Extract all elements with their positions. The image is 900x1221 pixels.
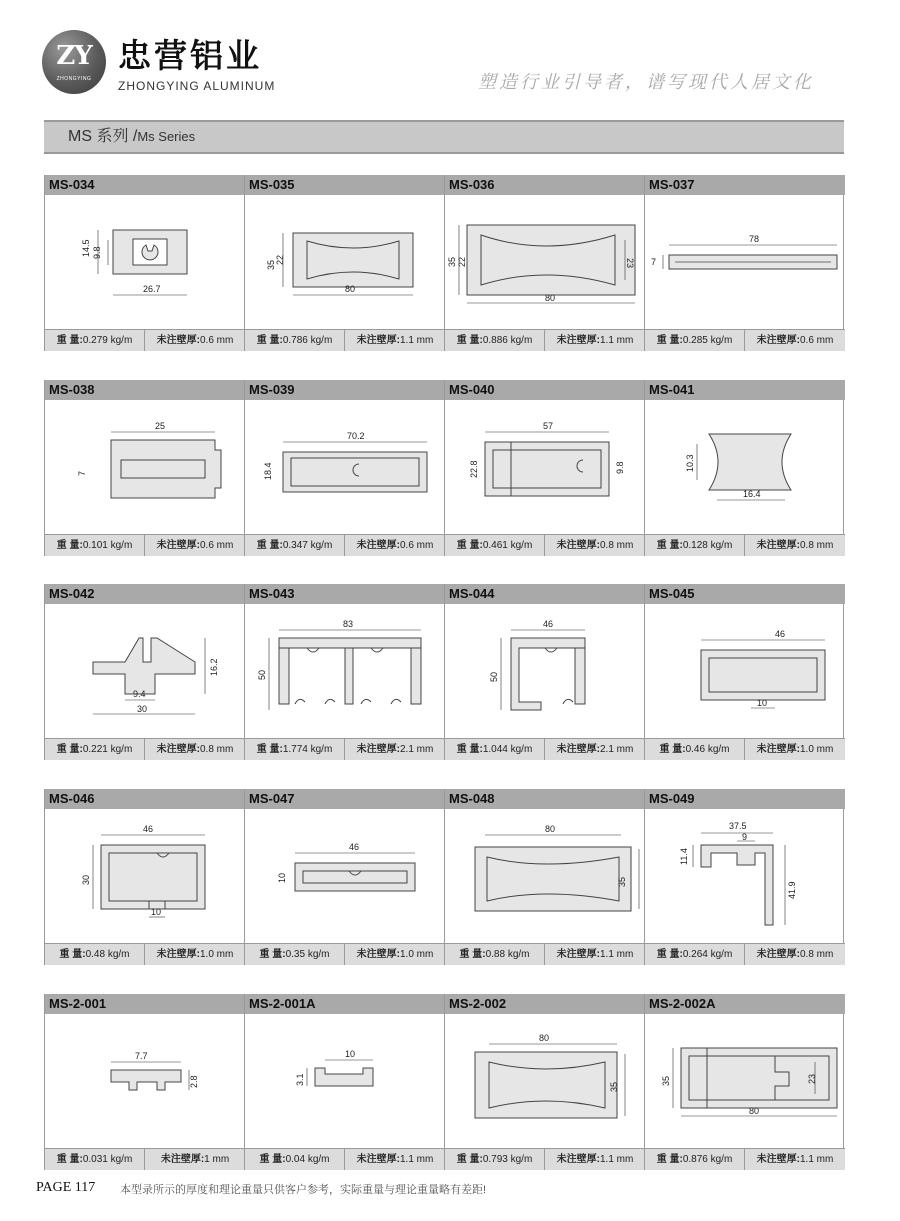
weight-label: 重 量: (656, 335, 683, 346)
profile-card (445, 789, 645, 965)
profile-card (245, 380, 445, 556)
thickness-label: 未注壁厚: (356, 949, 400, 960)
dim-label: 37.5 (729, 821, 747, 831)
weight-value: 0.128 kg/m (682, 540, 733, 551)
profile-code: MS-048 (445, 789, 644, 809)
dim-label: 41.9 (787, 881, 797, 899)
weight-value: 0.04 kg/m (285, 1154, 330, 1165)
dim-label: 7 (651, 257, 657, 267)
dim-label: 7.7 (135, 1051, 148, 1061)
profile-code: MS-040 (445, 380, 644, 400)
dim-label: 35 (661, 1075, 671, 1086)
profile-card (645, 994, 845, 1170)
profile-card (245, 789, 445, 965)
series-title-bar (44, 120, 844, 154)
profile-specs (45, 738, 244, 760)
profile-drawing (45, 809, 245, 942)
dim-label: 80 (539, 1033, 550, 1043)
thickness-value: 2.1 mm (600, 744, 634, 755)
profile-code: MS-2-001 (45, 994, 244, 1014)
thickness-label: 未注壁厚: (156, 949, 200, 960)
dim-label: 16.4 (743, 489, 761, 499)
thickness-value: 1.1 mm (800, 1154, 834, 1165)
slogan: 塑造行业引导者，谱写现代人居文化 (478, 72, 814, 93)
profile-drawing (645, 809, 845, 942)
profile-card (245, 175, 445, 351)
weight-value: 0.48 kg/m (85, 949, 130, 960)
profile-code: MS-037 (645, 175, 845, 195)
thickness-label: 未注壁厚: (156, 744, 200, 755)
profile-row (44, 380, 844, 556)
profile-specs (45, 329, 244, 351)
weight-value: 0.347 kg/m (282, 540, 333, 551)
dim-label: 46 (143, 824, 154, 834)
profile-specs (445, 329, 644, 351)
thickness-value: 2.1 mm (400, 744, 434, 755)
weight-value: 1.044 kg/m (482, 744, 533, 755)
dim-label: 7 (77, 470, 87, 476)
weight-value: 0.46 kg/m (685, 744, 730, 755)
weight-value: 1.774 kg/m (282, 744, 333, 755)
thickness-label: 未注壁厚: (356, 335, 400, 346)
thickness-label: 未注壁厚: (756, 744, 800, 755)
profile-drawing (445, 400, 645, 533)
dim-label: 23 (625, 258, 635, 269)
profile-drawing (245, 195, 445, 328)
dim-label: 35 (266, 259, 276, 270)
dim-label: 3.1 (295, 1073, 305, 1086)
weight-label: 重 量: (259, 949, 286, 960)
profile-card (645, 789, 845, 965)
profile-drawing (45, 195, 245, 328)
profile-card (645, 584, 845, 760)
dim-label: 9 (742, 832, 748, 842)
weight-label: 重 量: (459, 949, 486, 960)
dim-label: 25 (155, 421, 166, 431)
profile-specs (445, 943, 644, 965)
profile-specs (645, 534, 845, 556)
dim-label: 9.4 (133, 689, 146, 699)
profile-code: MS-2-002A (645, 994, 845, 1014)
weight-label: 重 量: (56, 335, 83, 346)
thickness-value: 0.8 mm (800, 949, 834, 960)
profile-drawing (245, 604, 445, 737)
profile-code: MS-044 (445, 584, 644, 604)
thickness-label: 未注壁厚: (556, 1154, 600, 1165)
dim-label: 26.7 (143, 284, 161, 294)
dim-label: 80 (545, 293, 556, 303)
weight-label: 重 量: (456, 1154, 483, 1165)
thickness-value: 0.8 mm (800, 540, 834, 551)
weight-label: 重 量: (656, 1154, 683, 1165)
profile-card (645, 380, 845, 556)
weight-label: 重 量: (656, 949, 683, 960)
dim-label: 9.8 (92, 246, 102, 259)
thickness-label: 未注壁厚: (156, 335, 200, 346)
thickness-value: 1.1 mm (400, 335, 434, 346)
thickness-value: 0.6 mm (200, 335, 234, 346)
profile-drawing (245, 400, 445, 533)
thickness-label: 未注壁厚: (156, 540, 200, 551)
profile-code: MS-035 (245, 175, 444, 195)
brand-logo (42, 30, 106, 94)
profile-card (445, 994, 645, 1170)
profile-card (445, 175, 645, 351)
weight-label: 重 量: (256, 335, 283, 346)
weight-value: 0.264 kg/m (682, 949, 733, 960)
weight-value: 0.031 kg/m (82, 1154, 133, 1165)
dim-label: 10 (151, 907, 162, 917)
weight-label: 重 量: (256, 744, 283, 755)
brand-name-en: ZHONGYING ALUMINUM (118, 79, 276, 93)
dim-label: 10 (757, 698, 768, 708)
weight-value: 0.101 kg/m (82, 540, 133, 551)
dim-label: 50 (257, 669, 267, 680)
profile-specs (45, 943, 244, 965)
profile-code: MS-036 (445, 175, 644, 195)
weight-value: 0.461 kg/m (482, 540, 533, 551)
dim-label: 18.4 (263, 462, 273, 480)
profile-code: MS-2-001A (245, 994, 444, 1014)
weight-label: 重 量: (656, 540, 683, 551)
thickness-value: 1.1 mm (600, 949, 634, 960)
thickness-label: 未注壁厚: (356, 540, 400, 551)
profile-specs (445, 534, 644, 556)
profile-code: MS-038 (45, 380, 244, 400)
dim-label: 35 (447, 256, 457, 267)
profile-drawing (645, 1014, 845, 1147)
profile-specs (245, 1148, 444, 1170)
thickness-value: 1.0 mm (200, 949, 234, 960)
dim-label: 22.8 (469, 460, 479, 478)
profile-code: MS-039 (245, 380, 444, 400)
weight-value: 0.35 kg/m (285, 949, 330, 960)
thickness-value: 1.0 mm (400, 949, 434, 960)
weight-label: 重 量: (456, 540, 483, 551)
thickness-value: 0.8 mm (200, 744, 234, 755)
profile-drawing (45, 604, 245, 737)
profile-row (44, 584, 844, 760)
thickness-value: 0.6 mm (400, 540, 434, 551)
thickness-value: 0.8 mm (600, 540, 634, 551)
profile-card (45, 584, 245, 760)
dim-label: 30 (81, 874, 91, 885)
thickness-label: 未注壁厚: (556, 540, 600, 551)
profile-card (45, 175, 245, 351)
profile-card (645, 175, 845, 351)
dim-label: 10 (345, 1049, 356, 1059)
profile-drawing (445, 195, 645, 328)
profile-specs (645, 943, 845, 965)
dim-label: 23 (807, 1073, 817, 1084)
profile-drawing (645, 195, 845, 328)
series-title: MS 系列 / (68, 128, 138, 145)
thickness-label: 未注壁厚: (756, 1154, 800, 1165)
dim-label: 35 (617, 876, 627, 887)
weight-label: 重 量: (659, 744, 686, 755)
profile-drawing (645, 604, 845, 737)
profile-drawing (645, 400, 845, 533)
dim-label: 22 (275, 254, 285, 265)
dim-label: 10 (277, 872, 287, 883)
thickness-value: 1.1 mm (600, 1154, 634, 1165)
profile-specs (45, 534, 244, 556)
profile-specs (445, 1148, 644, 1170)
profile-specs (245, 738, 444, 760)
weight-value: 0.285 kg/m (682, 335, 733, 346)
profile-drawing (45, 1014, 245, 1147)
page-header (0, 0, 900, 110)
profile-drawing (445, 1014, 645, 1147)
profile-specs (445, 738, 644, 760)
dim-label: 22 (457, 256, 467, 267)
dim-label: 46 (349, 842, 360, 852)
profile-card (45, 994, 245, 1170)
profile-code: MS-045 (645, 584, 845, 604)
profile-specs (245, 329, 444, 351)
weight-label: 重 量: (59, 949, 86, 960)
thickness-label: 未注壁厚: (556, 744, 600, 755)
thickness-value: 1.1 mm (600, 335, 634, 346)
profile-drawing (445, 604, 645, 737)
weight-value: 0.876 kg/m (682, 1154, 733, 1165)
thickness-value: 1.0 mm (800, 744, 834, 755)
profile-code: MS-043 (245, 584, 444, 604)
profile-row (44, 994, 844, 1170)
weight-value: 0.793 kg/m (482, 1154, 533, 1165)
dim-label: 30 (137, 704, 148, 714)
profile-drawing (445, 809, 645, 942)
brand-name-cn: 忠营铝业 (118, 36, 262, 75)
profile-drawing (45, 400, 245, 533)
profile-row (44, 175, 844, 351)
thickness-label: 未注壁厚: (756, 949, 800, 960)
weight-label: 重 量: (56, 540, 83, 551)
profile-specs (245, 943, 444, 965)
disclaimer: 本型录所示的厚度和理论重量只供客户参考，实际重量与理论重量略有差距! (120, 1184, 487, 1196)
dim-label: 11.4 (679, 848, 689, 865)
profile-specs (245, 534, 444, 556)
profile-specs (645, 738, 845, 760)
weight-value: 0.279 kg/m (82, 335, 133, 346)
weight-value: 0.786 kg/m (282, 335, 333, 346)
thickness-value: 0.6 mm (200, 540, 234, 551)
weight-label: 重 量: (56, 744, 83, 755)
weight-label: 重 量: (456, 335, 483, 346)
series-subtitle: Ms Series (137, 129, 196, 144)
profile-row (44, 789, 844, 965)
weight-value: 0.221 kg/m (82, 744, 133, 755)
dim-label: 78 (749, 234, 760, 244)
thickness-label: 未注壁厚: (160, 1154, 205, 1165)
profile-code: MS-042 (45, 584, 244, 604)
profile-code: MS-049 (645, 789, 845, 809)
logo-monogram: ZY (56, 41, 92, 71)
profile-card (445, 380, 645, 556)
dim-label: 35 (609, 1081, 619, 1092)
dim-label: 46 (543, 619, 554, 629)
weight-value: 0.886 kg/m (482, 335, 533, 346)
profile-card (45, 380, 245, 556)
thickness-label: 未注壁厚: (356, 1154, 400, 1165)
dim-label: 46 (775, 629, 786, 639)
profile-specs (45, 1148, 244, 1170)
page-number: PAGE 117 (36, 1180, 96, 1195)
dim-label: 83 (343, 619, 354, 629)
profile-drawing (245, 1014, 445, 1147)
profile-card (245, 994, 445, 1170)
thickness-label: 未注壁厚: (556, 335, 600, 346)
dim-label: 50 (489, 671, 499, 682)
profile-card (445, 584, 645, 760)
dim-label: 2.8 (189, 1075, 199, 1088)
profile-code: MS-041 (645, 380, 845, 400)
profile-code: MS-046 (45, 789, 244, 809)
page-footer (36, 1180, 866, 1200)
profile-card (45, 789, 245, 965)
profile-specs (645, 1148, 845, 1170)
profile-code: MS-2-002 (445, 994, 644, 1014)
profile-code: MS-034 (45, 175, 244, 195)
logo-small-text: ZHONGYING (56, 76, 92, 82)
dim-label: 80 (545, 824, 556, 834)
thickness-value: 1.1 mm (400, 1154, 434, 1165)
weight-label: 重 量: (456, 744, 483, 755)
profile-specs (645, 329, 845, 351)
weight-label: 重 量: (256, 540, 283, 551)
profile-code: MS-047 (245, 789, 444, 809)
dim-label: 80 (345, 284, 356, 294)
thickness-value: 0.6 mm (800, 335, 834, 346)
dim-label: 16.2 (209, 658, 219, 676)
dim-label: 70.2 (347, 431, 365, 441)
profile-drawing (245, 809, 445, 942)
thickness-label: 未注壁厚: (756, 335, 800, 346)
thickness-value: 1 mm (204, 1154, 230, 1165)
weight-label: 重 量: (259, 1154, 286, 1165)
weight-label: 重 量: (56, 1154, 83, 1165)
dim-label: 80 (749, 1106, 760, 1116)
thickness-label: 未注壁厚: (356, 744, 400, 755)
dim-label: 9.8 (615, 461, 625, 474)
dim-label: 14.5 (81, 239, 91, 257)
thickness-label: 未注壁厚: (556, 949, 600, 960)
profile-card (245, 584, 445, 760)
thickness-label: 未注壁厚: (756, 540, 800, 551)
weight-value: 0.88 kg/m (485, 949, 530, 960)
dim-label: 57 (543, 421, 554, 431)
dim-label: 10.3 (685, 454, 695, 472)
